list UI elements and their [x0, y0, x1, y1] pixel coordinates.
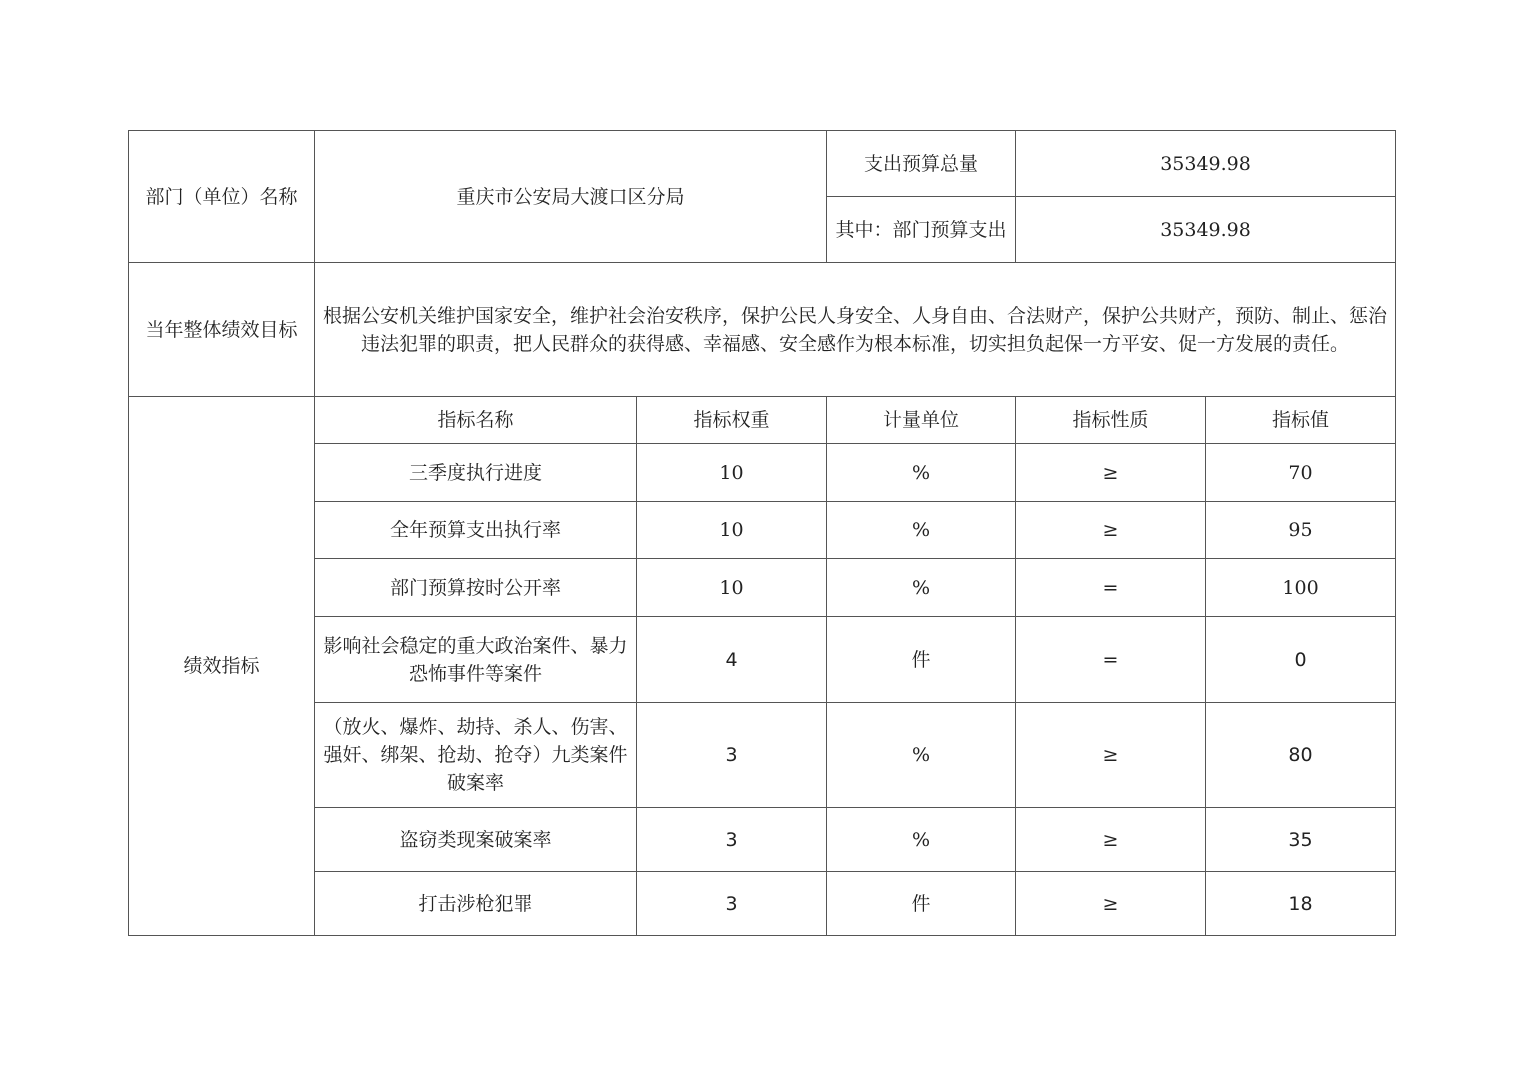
indicator-nature: ≥: [1016, 444, 1206, 502]
indicator-name: 影响社会稳定的重大政治案件、暴力恐怖事件等案件: [315, 617, 637, 703]
goal-text: 根据公安机关维护国家安全，维护社会治安秩序，保护公民人身安全、人身自由、合法财产，保护公共财产，预防、制止、惩治违法犯罪的职责，把人民群众的获得感、幸福感、安全感作为根本标准，切实担负起保一方平安、促一方发展的责任。: [315, 263, 1396, 397]
indicator-value: 18: [1206, 872, 1396, 936]
indicator-value: 35: [1206, 808, 1396, 872]
indicator-name: 盗窃类现案破案率: [315, 808, 637, 872]
table-row: [129, 444, 1396, 502]
performance-table: [128, 130, 1396, 936]
header-row-total: [129, 131, 1396, 197]
indicator-unit: %: [827, 444, 1016, 502]
indicator-value: 95: [1206, 502, 1396, 559]
dept-name: 重庆市公安局大渡口区分局: [315, 131, 827, 263]
indicator-value: 0: [1206, 617, 1396, 703]
indicator-nature: =: [1016, 617, 1206, 703]
column-header-unit: 计量单位: [827, 397, 1016, 444]
dept-budget-value: 35349.98: [1016, 197, 1396, 263]
indicator-nature: ≥: [1016, 703, 1206, 808]
indicators-section-label: 绩效指标: [129, 397, 315, 936]
column-header-weight: 指标权重: [637, 397, 827, 444]
indicator-weight: 10: [637, 444, 827, 502]
indicator-nature: ≥: [1016, 808, 1206, 872]
table-row: [129, 559, 1396, 617]
table-row: [129, 617, 1396, 703]
indicator-weight: 3: [637, 872, 827, 936]
indicator-weight: 10: [637, 502, 827, 559]
indicator-value: 70: [1206, 444, 1396, 502]
indicator-nature: =: [1016, 559, 1206, 617]
indicator-unit: %: [827, 559, 1016, 617]
indicator-weight: 4: [637, 617, 827, 703]
indicator-name: 部门预算按时公开率: [315, 559, 637, 617]
indicator-name: 全年预算支出执行率: [315, 502, 637, 559]
indicator-unit: %: [827, 703, 1016, 808]
indicator-name: （放火、爆炸、劫持、杀人、伤害、强奸、绑架、抢劫、抢夺）九类案件破案率: [315, 703, 637, 808]
column-header-nature: 指标性质: [1016, 397, 1206, 444]
dept-label: 部门（单位）名称: [129, 131, 315, 263]
indicator-name: 打击涉枪犯罪: [315, 872, 637, 936]
indicator-unit: 件: [827, 617, 1016, 703]
table-row: [129, 502, 1396, 559]
indicator-nature: ≥: [1016, 872, 1206, 936]
indicator-value: 100: [1206, 559, 1396, 617]
indicator-unit: %: [827, 502, 1016, 559]
table-row: [129, 808, 1396, 872]
total-budget-value: 35349.98: [1016, 131, 1396, 197]
table-row: [129, 872, 1396, 936]
indicator-name: 三季度执行进度: [315, 444, 637, 502]
indicator-header-row: [129, 397, 1396, 444]
indicator-unit: %: [827, 808, 1016, 872]
table-row: [129, 703, 1396, 808]
total-budget-label: 支出预算总量: [827, 131, 1016, 197]
indicator-value: 80: [1206, 703, 1396, 808]
goal-label: 当年整体绩效目标: [129, 263, 315, 397]
dept-budget-label: 其中：部门预算支出: [827, 197, 1016, 263]
goal-row: [129, 263, 1396, 397]
indicator-nature: ≥: [1016, 502, 1206, 559]
indicator-weight: 10: [637, 559, 827, 617]
indicator-weight: 3: [637, 808, 827, 872]
column-header-name: 指标名称: [315, 397, 637, 444]
column-header-value: 指标值: [1206, 397, 1396, 444]
indicator-unit: 件: [827, 872, 1016, 936]
indicator-weight: 3: [637, 703, 827, 808]
